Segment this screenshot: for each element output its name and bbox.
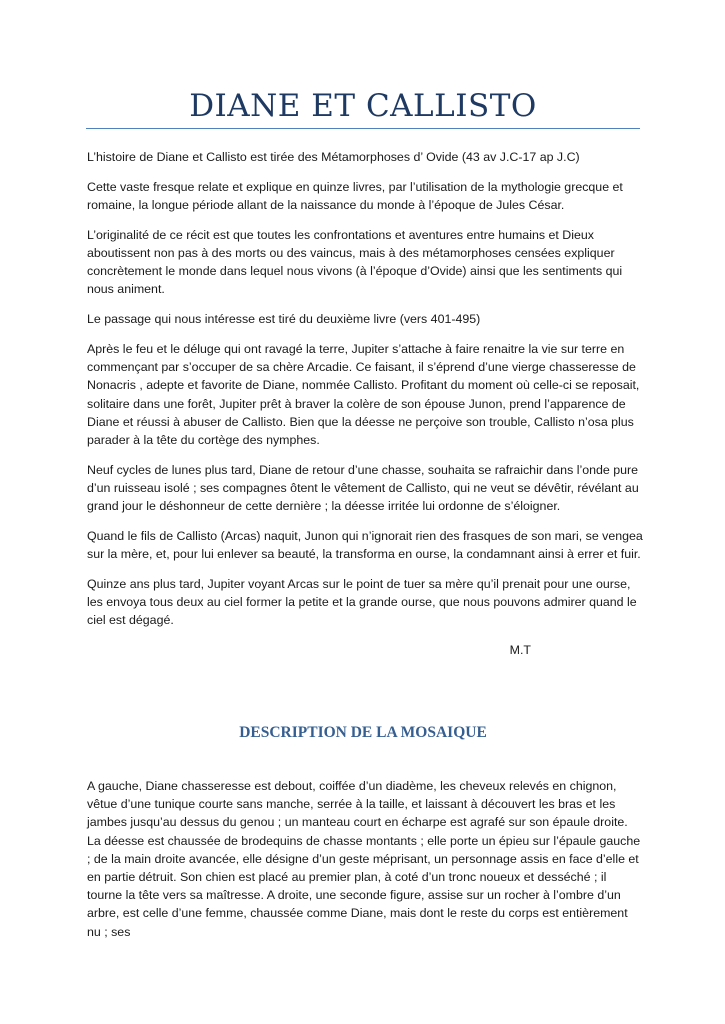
paragraph: Quinze ans plus tard, Jupiter voyant Arcas sur le point de tuer sa mère qu’il prenait pour une ourse, les envoya tous deux au ciel former la petite et la grande ourse, que nous pouvons admirer quand le ciel est dégagé. [87,577,637,628]
paragraph: Le passage qui nous intéresse est tiré du deuxième livre (vers 401-495) [87,312,481,327]
paragraph: Quand le fils de Callisto (Arcas) naquit, Junon qui n’ignorait rien des frasques de son mari, se vengea sur la mère, et, pour lui enlever sa beauté, la transforma en ourse, la condamnant ainsi à errer et fuir. [87,529,643,562]
paragraph: Neuf cycles de lunes plus tard, Diane de retour d’une chasse, souhaita se rafraichir dans l’onde pure d’un ruisseau isolé ; ses compagnes ôtent le vêtement de Callisto, qui ne veut se dévêtir, révélant au grand jour le déshonneur de cette dernière ; la déesse irritée lui ordonne de s’éloigner. [87,462,639,514]
section-heading: DESCRIPTION DE LA MOSAIQUE [239,724,487,741]
paragraph: A gauche, Diane chasseresse est debout, coiffée d’un diadème, les cheveux relevés en chignon, vêtue d’une tunique courte sans manche, serrée à la taille, et laissant à découvert les bras et les jambes jusqu’au dessus du genou ; un manteau court en écharpe est agrafé sur son épaule droite. La déesse est chaussée de brodequins de chasse montants ; elle porte un épieu sur l’épaule gauche ; de la main droite avancée, elle désigne d’un geste méprisant, un personnage assis en face d’elle et en partie détruit. Son chien est placé au premier plan, à coté d’un tronc noueux et desséché ; il tourne la tête vers sa maîtresse. A droite, une seconde figure, assise sur un rocher à l’ombre d’un arbre, est celle d’une femme, chaussée comme Diane, mais dont le reste du corps est entièrement nu ; ses [87,779,641,939]
paragraph: L’originalité de ce récit est que toutes les confrontations et aventures entre humains et Dieux aboutissent non pas à des morts ou des vaincus, mais à des métamorphoses censées expliquer concrètement le monde dans lequel nous vivons (à l’époque d’Ovide) ainsi que les sentiments qui nous animent. [87,227,623,297]
paragraph: Après le feu et le déluge qui ont ravagé la terre, Jupiter s’attache à faire renaitre la vie sur terre en commençant par s’occuper de sa chère Arcadie. Ce faisant, il s’éprend d’une vierge chasseresse de Nonacris , adepte et favorite de Diane, nommée Callisto. Profitant du moment où celle-ci se reposait, solitaire dans une forêt, Jupiter prêt à braver la colère de son épouse Junon, prend l’apparence de Diane et réussi à abuser de Callisto. Bien que la déesse ne perçoive son trouble, Callisto n’osa plus parader à la tête du cortège des nymphes. [87,342,640,448]
paragraph: Cette vaste fresque relate et explique en quinze livres, par l’utilisation de la mythologie grecque et romaine, la longue période allant de la naissance du monde à l’époque de Jules César. [87,179,623,212]
paragraph: L’histoire de Diane et Callisto est tirée des Métamorphoses d’ Ovide (43 av J.C-17 ap J.C) [87,150,580,164]
author-signature: M.T [509,643,531,658]
title-underline [86,128,640,129]
document-title: DIANE ET CALLISTO [189,88,537,124]
story-text [87,148,643,671]
mosaic-description [87,777,643,941]
